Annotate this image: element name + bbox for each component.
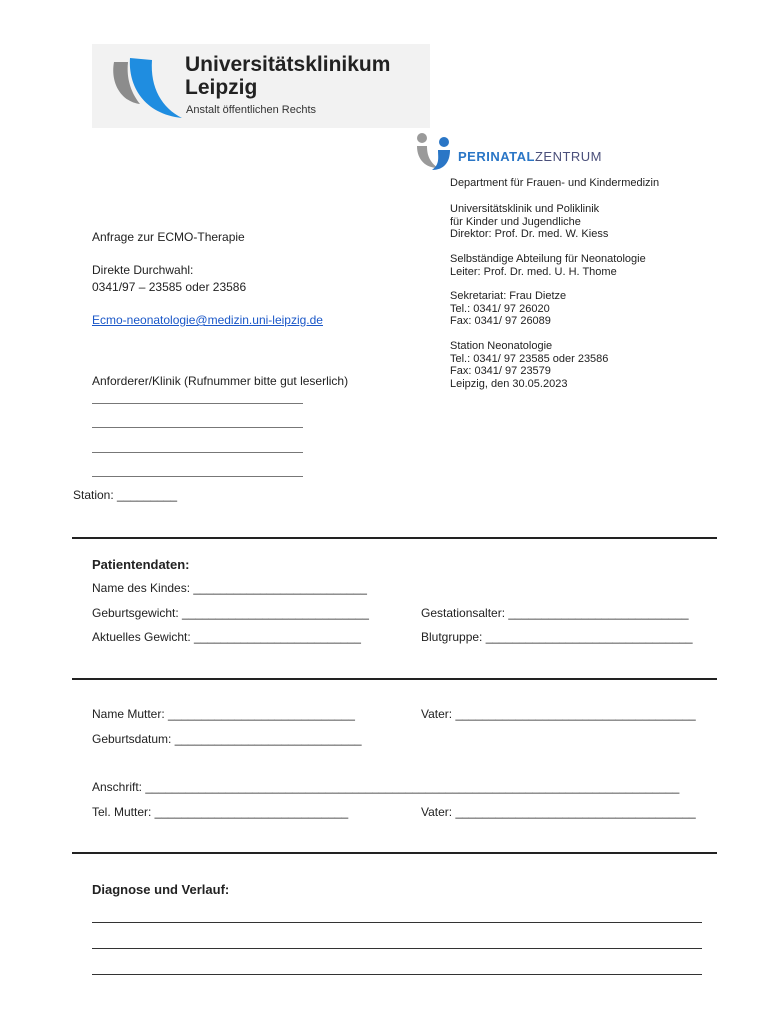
address-field[interactable]: Anschrift: ________________________________________________________________________________ bbox=[92, 780, 680, 794]
station-info: Station Neonatologie Tel.: 0341/ 97 23585 oder 23586 Fax: 0341/ 97 23579 Leipzig, den 30.05.2023 bbox=[450, 340, 609, 390]
diagnosis-line[interactable] bbox=[92, 922, 702, 923]
requester-line[interactable] bbox=[92, 427, 303, 428]
requester-line[interactable] bbox=[92, 452, 303, 453]
father-phone-field[interactable]: Vater: ____________________________________ bbox=[421, 805, 696, 819]
section-divider bbox=[72, 852, 717, 854]
child-name-field[interactable]: Name des Kindes: __________________________ bbox=[92, 581, 367, 595]
secretariat-info: Sekretariat: Frau Dietze Tel.: 0341/ 97 26020 Fax: 0341/ 97 26089 bbox=[450, 290, 567, 327]
birth-weight-field[interactable]: Geburtsgewicht: ____________________________ bbox=[92, 606, 369, 620]
birth-date-field[interactable]: Geburtsdatum: ____________________________ bbox=[92, 732, 362, 746]
diagnosis-line[interactable] bbox=[92, 948, 702, 949]
diagnosis-line[interactable] bbox=[92, 974, 702, 975]
mother-phone-field[interactable]: Tel. Mutter: _____________________________ bbox=[92, 805, 349, 819]
department-name: Department für Frauen- und Kindermedizin bbox=[450, 177, 660, 189]
perinatal-logo-text: PERINATALZENTRUM bbox=[458, 149, 603, 164]
gestational-age-field[interactable]: Gestationsalter: ___________________________ bbox=[421, 606, 689, 620]
blood-group-field[interactable]: Blutgruppe: _______________________________ bbox=[421, 630, 693, 644]
letter-date: Leipzig, den 30.05.2023 bbox=[450, 377, 568, 390]
email-link[interactable]: Ecmo-neonatologie@medizin.uni-leipzig.de bbox=[92, 313, 323, 327]
father-name-field[interactable]: Vater: ____________________________________ bbox=[421, 707, 696, 721]
diagnosis-heading: Diagnose und Verlauf: bbox=[92, 882, 230, 897]
perinatal-logo-icon bbox=[414, 130, 456, 172]
neonatology-info: Selbständige Abteilung für Neonatologie Leiter: Prof. Dr. med. U. H. Thome bbox=[450, 253, 646, 278]
mother-name-field[interactable]: Name Mutter: ____________________________ bbox=[92, 707, 355, 721]
direct-dial-numbers: 0341/97 – 23585 oder 23586 bbox=[92, 280, 247, 294]
clinic-info: Universitätsklinik und Poliklinik für Kinder und Jugendliche Direktor: Prof. Dr. med. W. Kiess bbox=[450, 203, 609, 240]
section-divider bbox=[72, 537, 717, 539]
section-divider bbox=[72, 678, 717, 680]
clinic-logo-title: Universitätsklinikum Leipzig bbox=[185, 53, 391, 99]
patient-data-heading: Patientendaten: bbox=[92, 557, 190, 572]
requester-line[interactable] bbox=[92, 476, 303, 477]
clinic-logo-subtitle: Anstalt öffentlichen Rechts bbox=[186, 104, 317, 116]
current-weight-field[interactable]: Aktuelles Gewicht: _________________________ bbox=[92, 630, 361, 644]
request-title: Anfrage zur ECMO-Therapie bbox=[92, 230, 245, 244]
requester-line[interactable] bbox=[92, 403, 303, 404]
direct-dial-label: Direkte Durchwahl: bbox=[92, 263, 194, 277]
requester-label: Anforderer/Klinik (Rufnummer bitte gut leserlich) bbox=[92, 374, 349, 388]
station-field[interactable]: Station: _________ bbox=[73, 488, 178, 502]
